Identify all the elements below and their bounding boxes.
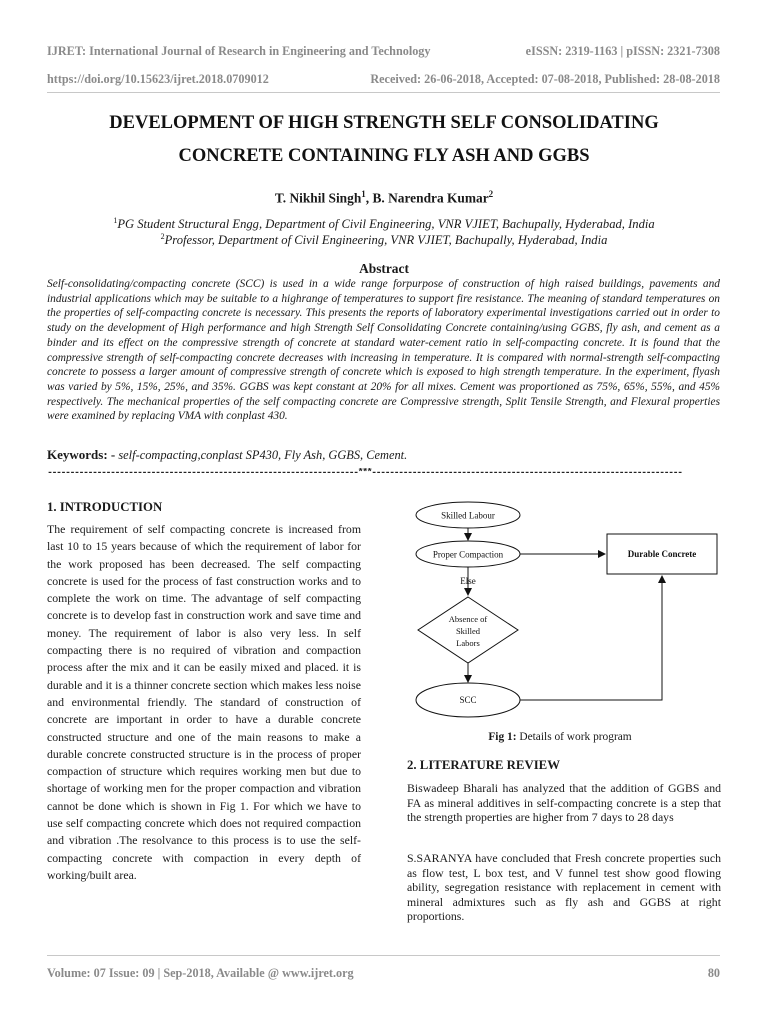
author-superscript: 1	[361, 189, 366, 199]
introduction-heading: 1. INTRODUCTION	[47, 500, 163, 514]
journal-name: IJRET: International Journal of Research in Engineering and Technology	[47, 44, 431, 58]
author-superscript: 2	[488, 189, 494, 199]
absence-label-line3: Labors	[456, 638, 480, 648]
publication-dates: Received: 26-06-2018, Accepted: 07-08-2018, Published: 28-08-2018	[370, 72, 720, 86]
section-separator: ---------------------------------------------------------------------***---------------------------------------------------------------------	[47, 468, 682, 479]
header-rule	[47, 92, 720, 93]
absence-label-line1: Absence of	[448, 614, 488, 624]
affiliation-superscript: 1	[113, 216, 118, 225]
literature-paragraph: Biswadeep Bharali has analyzed that the addition of GGBS and FA as mineral additives in self-compacting concrete is a step that the strength properties are higher from 7 days to 28 days	[407, 781, 721, 825]
author-list	[0, 189, 768, 206]
keywords-label: Keywords: -	[47, 447, 116, 462]
paper-title	[40, 107, 728, 173]
figure-caption	[430, 731, 690, 743]
footer-volume-info: Volume: 07 Issue: 09 | Sep-2018, Available @ www.ijret.org	[47, 966, 354, 980]
literature-review-heading: 2. LITERATURE REVIEW	[407, 758, 560, 772]
scc-label: SCC	[459, 695, 477, 705]
affiliation-superscript: 2	[160, 232, 165, 241]
figure-caption-label: Fig 1:	[488, 731, 517, 743]
skilled-labour-label: Skilled Labour	[441, 510, 495, 521]
issn: eISSN: 2319-1163 | pISSN: 2321-7308	[525, 44, 720, 58]
page-footer	[47, 966, 720, 981]
affiliation-text: PG Student Structural Engg, Department of Civil Engineering, VNR VJIET, Bachupally, Hyderabad, India	[117, 217, 655, 232]
work-program-flowchart	[400, 500, 730, 730]
page-number: 80	[707, 966, 720, 980]
affiliation	[0, 232, 768, 248]
affiliation	[0, 216, 768, 232]
affiliation-text: Professor, Department of Civil Engineering, VNR VJIET, Bachupally, Hyderabad, India	[164, 233, 608, 248]
keywords	[47, 447, 407, 463]
author-separator: ,	[365, 190, 373, 206]
proper-compaction-label: Proper Compaction	[432, 549, 504, 560]
else-label: Else	[460, 576, 476, 586]
author-name: T. Nikhil Singh	[274, 190, 362, 206]
abstract-heading: Abstract	[359, 261, 409, 276]
paper-title-line1: DEVELOPMENT OF HIGH STRENGTH SELF CONSOLIDATING	[109, 113, 659, 133]
introduction-text: The requirement of self compacting concrete is increased from last 10 to 15 years because of which the requirement of labor for the work proposed has been decreased. The self compacting concrete is used for the process of fast construction works and to complete the work on time. The advantage of self compacting concrete is to develop fast in construction work and save time and money. The requirement of labor is also very less. In self compacting there is no required of vibration and compaction process after the mix and it can be easily mixed and placed. it is durable and it is a thinner concrete section which makes less noise and environmental friendly. The standard of construction of concrete are important in order to have a durable concrete constructed structure and one of the main reasons to make a durable concrete constructed structure is in the process of proper compaction of structure which requires working men but due to shortage of working men for the proper compaction and vibration cannot be done which is shown in Fig 1. For which we have to use self compacting concrete which does not required compaction and vibration .The resolvance to this process is to use the self-compacting concrete with compaction in every depth of working/built area.	[47, 522, 361, 882]
durable-concrete-label: Durable Concrete	[627, 549, 697, 559]
keywords-text: self-compacting,conplast SP430, Fly Ash, GGBS, Cement.	[118, 448, 408, 462]
author-name: B. Narendra Kumar	[372, 190, 489, 206]
footer-rule	[47, 955, 720, 956]
arrow-scc-to-durable	[520, 576, 662, 700]
absence-label-line2: Skilled	[455, 626, 481, 636]
literature-paragraph: S.SARANYA have concluded that Fresh concrete properties such as flow test, L box test, and V funnel test show good flowing ability, segregation resistance with replacement in cement with mineral admixtures such as fly ash and GGBS at right proportions.	[407, 851, 721, 924]
paper-title-line2: CONCRETE CONTAINING FLY ASH AND GGBS	[178, 146, 590, 166]
abstract-text: Self-consolidating/compacting concrete (SCC) is used in a wide range forpurpose of construction of high raised buildings, pavements and industrial applications which may be suitable to a highrange of temperatures to support fire resistance. The meaning of standard temperatures on the properties of self-compacting concrete is necessary. This presents the reports of laboratory experimental investigations carried out in order to study on the development of High performance and high Strength Self Consolidating Concrete containing/using GGBS, fly ash, and cement as a binder and its effect on the compressive strength of concrete at standard water-cement ratio in self-compacting concrete. It is found that the compressive strength of self-compacting concrete decreases with increasing in temperature. It is compared with normal-strength self-compacting concrete to possess a larger amount of compressive strength of concrete which is exposed to high strength temperature. In the experiment, flyash was varied by 5%, 15%, 25%, and 35%. GGBS was kept constant at 20% for all mixes. Cement was proportioned as 75%, 65%, 55%, and 45% respectively. The mechanical properties of the self compacting concrete are Compressive strength, Split Tensile Strength, and Flexural properties were examined by replacing VMA with conplast 430.	[47, 278, 720, 423]
doi-link[interactable]: https://doi.org/10.15623/ijret.2018.0709012	[47, 72, 269, 86]
figure-caption-text: Details of work program	[519, 731, 632, 743]
